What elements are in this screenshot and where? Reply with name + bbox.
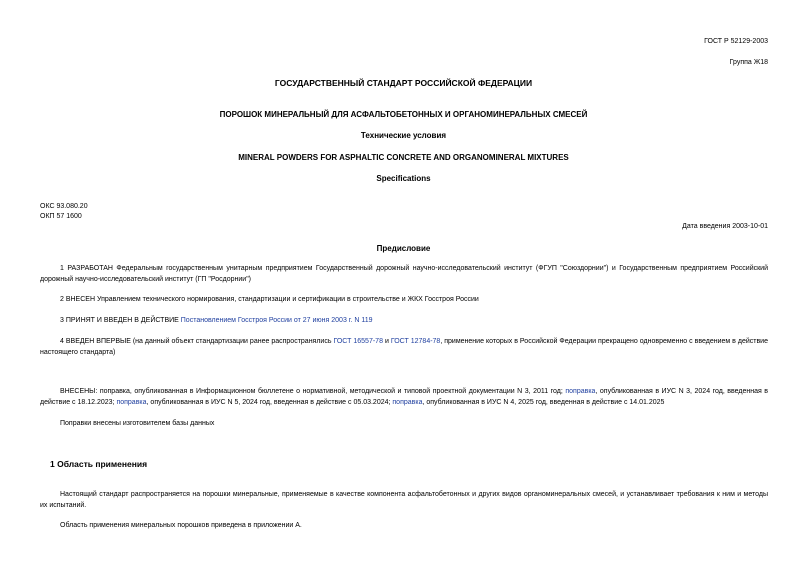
amendments-note: Поправки внесены изготовителем базы данных [60, 420, 215, 427]
standard-title: ГОСУДАРСТВЕННЫЙ СТАНДАРТ РОССИЙСКОЙ ФЕДЕРАЦИИ [274, 78, 533, 88]
section-1-paragraph-1: Настоящий стандарт распространяется на порошки минеральные, применяемые в качестве компонента асфальтобетонных и других видов органоминеральных смесей, и устанавливает требования к ним и методы их испытаний. [40, 491, 768, 509]
document-number: ГОСТ Р 52129-2003 [704, 38, 768, 45]
document-group: Группа Ж18 [729, 59, 768, 66]
foreword-item-2: 2 ВНЕСЕН Управлением технического нормирования, стандартизации и сертификации в строительстве и ЖКХ Госстроя России [60, 296, 479, 303]
foreword-heading: Предисловие [376, 244, 431, 253]
foreword-item-1: 1 РАЗРАБОТАН Федеральным государственным унитарным предприятием Государственный дорожный научно-исследовательский институт (ФГУП "Союздорнии") и Государственным предприятием Российский дорожный научно-исследовательский институт (ГП "Росдорнии") [40, 265, 768, 283]
subtitle-en: Specifications [376, 174, 431, 183]
oks-code: ОКС 93.080.20 [40, 203, 88, 210]
introduction-date: Дата введения 2003-10-01 [682, 223, 768, 230]
product-title-en: MINERAL POWDERS FOR ASPHALTIC CONCRETE AND ORGANOMINERAL MIXTURES [238, 153, 569, 162]
amendment-link-3[interactable]: поправка [392, 399, 423, 406]
gost-16557-link[interactable]: ГОСТ 16557-78 [333, 338, 383, 345]
amendments-paragraph: ВНЕСЕНЫ: поправка, опубликованная в Информационном бюллетене о нормативной, методической и типовой проектной документации N 3, 2011 год; поправка, опубликованная в ИУС N 3, 2024 год, введенная в действие с 18.12.2023; поправка, опубликованная в ИУС N 5, 2024 год, введенная в действие с 05.03.2024; поправка, опубликованная в ИУС N 4, 2025 год, введенная в действие с 14.01.2025 [40, 388, 768, 406]
product-title-ru: ПОРОШОК МИНЕРАЛЬНЫЙ ДЛЯ АСФАЛЬТОБЕТОННЫХ И ОРГАНОМИНЕРАЛЬНЫХ СМЕСЕЙ [219, 110, 588, 119]
decree-link[interactable]: Постановлением Госстроя России от 27 июня 2003 г. N 119 [180, 317, 373, 324]
section-1-paragraph-2: Область применения минеральных порошков приведена в приложении А. [60, 522, 302, 529]
foreword-item-3: 3 ПРИНЯТ И ВВЕДЕН В ДЕЙСТВИЕ Постановлением Госстроя России от 27 июня 2003 г. N 119 [60, 317, 373, 324]
okp-code: ОКП 57 1600 [40, 213, 82, 220]
amendment-link-1[interactable]: поправка [565, 388, 596, 395]
section-1-heading: 1 Область применения [50, 459, 148, 469]
amendment-link-2[interactable]: поправка [116, 399, 147, 406]
subtitle-ru: Технические условия [360, 131, 447, 140]
gost-12784-link[interactable]: ГОСТ 12784-78 [390, 338, 441, 345]
foreword-item-4: 4 ВВЕДЕН ВПЕРВЫЕ (на данный объект стандартизации ранее распространялись ГОСТ 16557-78 и ГОСТ 12784-78, применение которых в Российской Федерации прекращено одновременно с введением в действие настоящего стандарта) [40, 338, 768, 356]
